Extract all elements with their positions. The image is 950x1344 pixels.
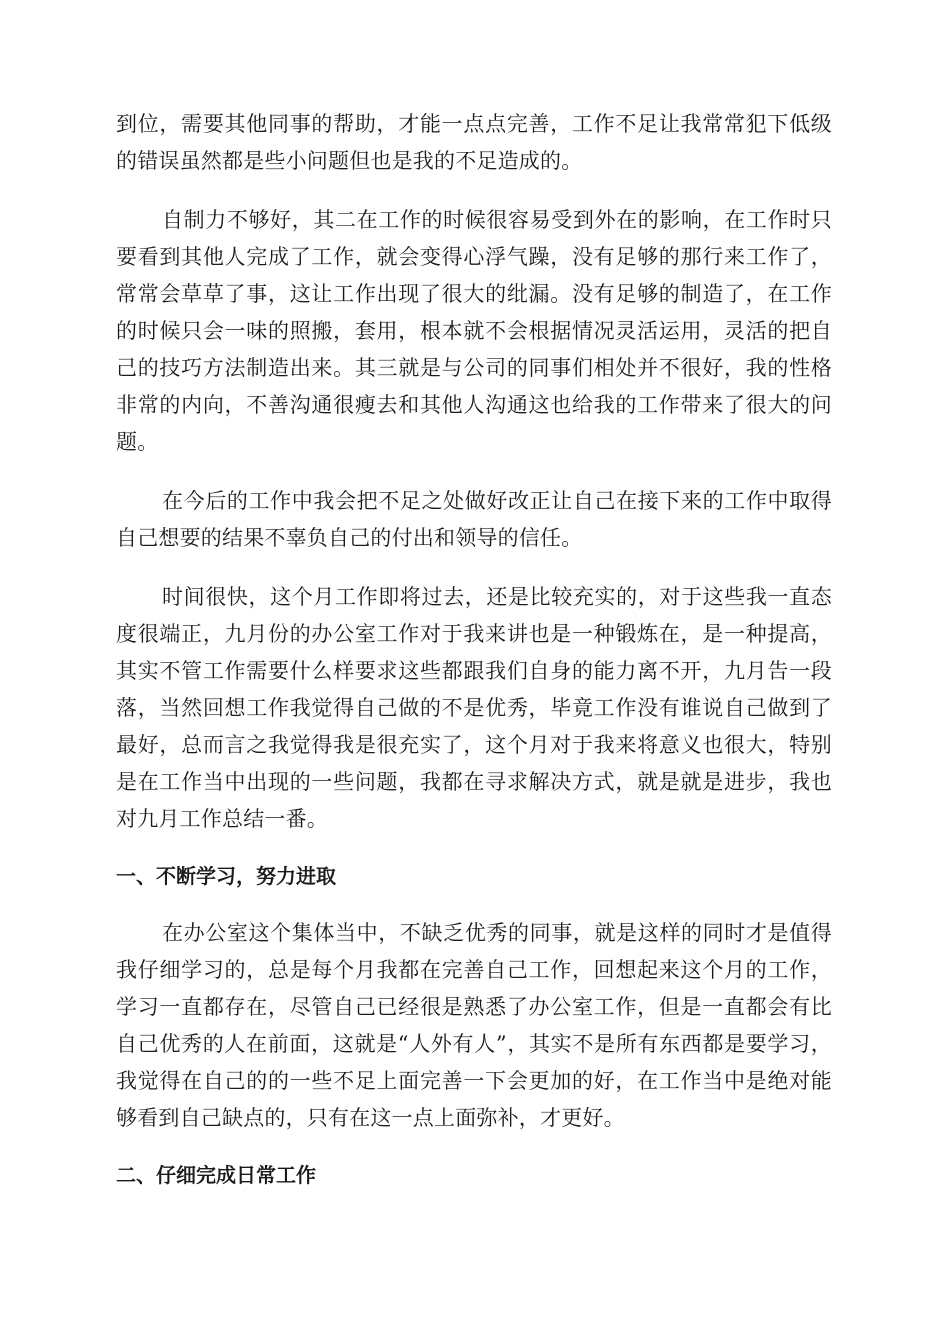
section-heading-daily-work: 二、仔细完成日常工作 (116, 1163, 316, 1187)
section-heading-learning: 一、不断学习，努力进取 (116, 864, 336, 888)
paragraph-month-summary: 时间很快，这个月工作即将过去，还是比较充实的，对于这些我一直态度很端正，九月份的办公室工作对于我来讲也是一种锻炼在，是一种提高，其实不管工作需要什么样要求这些都跟我们自身的能力离不开，九月告一段落，当然回想工作我觉得自己做的不是优秀，毕竟工作没有谁说自己做到了最好，总而言之我觉得我是很充实了，这个月对于我来将意义也很大，特别是在工作当中出现的一些问题，我都在寻求解决方式，就是就是进步，我也对九月工作总结一番。 (116, 585, 832, 831)
paragraph-future-improvement: 在今后的工作中我会把不足之处做好改正让自己在接下来的工作中取得自己想要的结果不辜负自己的付出和领导的信任。 (116, 489, 832, 550)
paragraph-continuation: 到位，需要其他同事的帮助，才能一点点完善，工作不足让我常常犯下低级的错误虽然都是些小问题但也是我的不足造成的。 (116, 112, 832, 173)
paragraph-learning: 在办公室这个集体当中，不缺乏优秀的同事，就是这样的同时才是值得我仔细学习的，总是每个月我都在完善自己工作，回想起来这个月的工作，学习一直都存在，尽管自己已经很是熟悉了办公室工作，但是一直都会有比自己优秀的人在前面，这就是“人外有人”，其实不是所有东西都是要学习，我觉得在自己的的一些不足上面完善一下会更加的好，在工作当中是绝对能够看到自己缺点的，只有在这一点上面弥补，才更好。 (116, 921, 832, 1130)
document-page (116, 106, 832, 1214)
paragraph-self-control: 自制力不够好，其二在工作的时候很容易受到外在的影响，在工作时只要看到其他人完成了工作，就会变得心浮气躁，没有足够的那行来工作了，常常会草草了事，这让工作出现了很大的纰漏。没有足够的制造了，在工作的时候只会一味的照搬，套用，根本就不会根据情况灵活运用，灵活的把自己的技巧方法制造出来。其三就是与公司的同事们相处并不很好，我的性格非常的内向，不善沟通很瘦去和其他人沟通这也给我的工作带来了很大的问题。 (116, 208, 832, 454)
